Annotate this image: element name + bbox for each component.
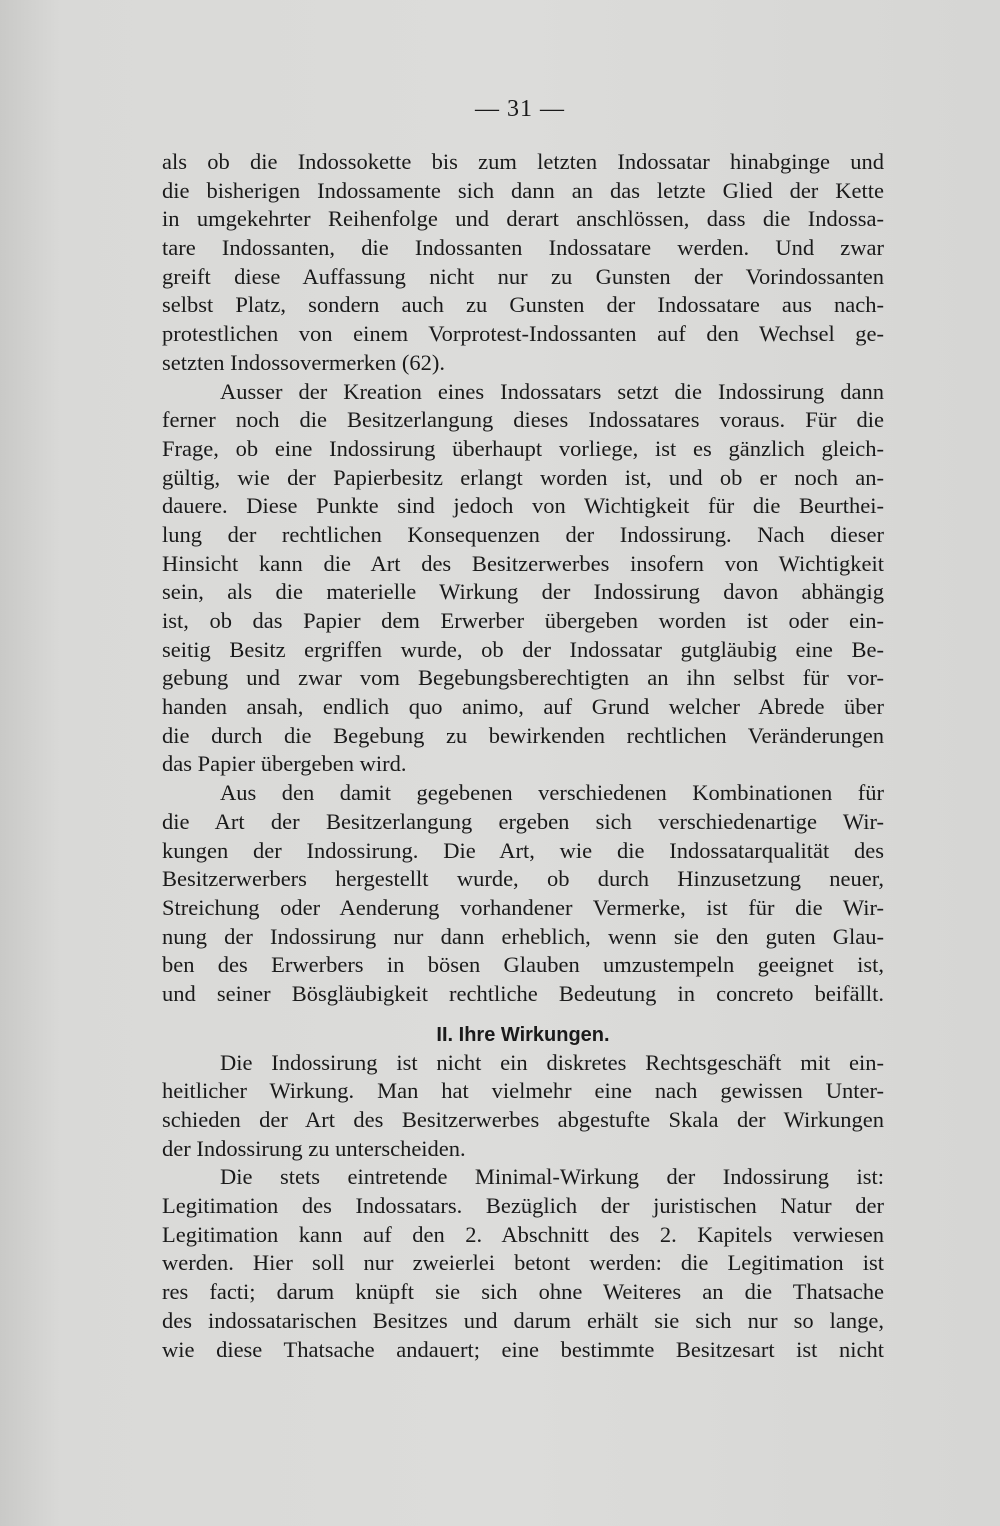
body-text bbox=[162, 148, 884, 1364]
text-line: ben des Erwerbers in bösen Glauben umzustempeln geeignet ist, bbox=[162, 952, 884, 978]
text-line: dauere. Diese Punkte sind jedoch von Wichtigkeit für die Beurthei- bbox=[162, 493, 884, 519]
text-line: ferner noch die Besitzerlangung dieses Indossatares voraus. Für die bbox=[162, 407, 884, 433]
text-line: der Indossirung zu unterscheiden. bbox=[162, 1135, 466, 1161]
text-line: kungen der Indossirung. Die Art, wie die Indossatarqualität des bbox=[162, 837, 884, 863]
text-line: setzten Indossovermerken (62). bbox=[162, 349, 446, 375]
text-line: gültig, wie der Papierbesitz erlangt worden ist, und ob er noch an- bbox=[162, 464, 884, 490]
text-line: Streichung oder Aenderung vorhandener Vermerke, ist für die Wir- bbox=[162, 894, 884, 920]
text-line: gebung und zwar vom Begebungsberechtigten an ihn selbst für vor- bbox=[162, 665, 884, 691]
paragraph bbox=[162, 378, 884, 780]
paragraph bbox=[162, 1049, 884, 1164]
text-line: tare Indossanten, die Indossanten Indossatare werden. Und zwar bbox=[162, 235, 884, 261]
text-line: seitig Besitz ergriffen wurde, ob der Indossatar gutgläubig eine Be- bbox=[162, 636, 884, 662]
text-line: wie diese Thatsache andauert; eine bestimmte Besitzesart ist nicht bbox=[162, 1336, 884, 1362]
text-line: das Papier übergeben wird. bbox=[162, 751, 407, 777]
text-line: Legitimation des Indossatars. Bezüglich der juristischen Natur der bbox=[162, 1193, 884, 1219]
text-line: Legitimation kann auf den 2. Abschnitt des 2. Kapitels verwiesen bbox=[162, 1221, 884, 1247]
text-line: in umgekehrter Reihenfolge und derart anschlössen, dass die Indossa- bbox=[162, 206, 884, 232]
text-line: die Art der Besitzerlangung ergeben sich verschiedenartige Wir- bbox=[162, 808, 884, 834]
text-line: die durch die Begebung zu bewirkenden rechtlichen Veränderungen bbox=[162, 722, 884, 748]
text-line: lung der rechtlichen Konsequenzen der Indossirung. Nach dieser bbox=[162, 521, 884, 547]
text-line: ist, ob das Papier dem Erwerber übergeben worden ist oder ein- bbox=[162, 608, 884, 633]
paragraph bbox=[162, 1163, 884, 1364]
text-line: Besitzerwerbers hergestellt wurde, ob durch Hinzusetzung neuer, bbox=[162, 866, 884, 892]
section-heading: II. Ihre Wirkungen. bbox=[436, 1023, 610, 1046]
text-line: Die stets eintretende Minimal-Wirkung der Indossirung ist: bbox=[220, 1164, 884, 1190]
text-line: Die Indossirung ist nicht ein diskretes Rechtsgeschäft mit ein- bbox=[220, 1049, 884, 1075]
text-line: schieden der Art des Besitzerwerbes abgestufte Skala der Wirkungen bbox=[162, 1107, 884, 1132]
text-line: werden. Hier soll nur zweierlei betont werden: die Legitimation ist bbox=[162, 1250, 884, 1276]
text-line: Frage, ob eine Indossirung überhaupt vorliege, ist es gänzlich gleich- bbox=[162, 435, 884, 461]
text-line: die bisherigen Indossamente sich dann an das letzte Glied der Kette bbox=[162, 177, 884, 203]
paragraph bbox=[162, 779, 884, 1009]
text-line: selbst Platz, sondern auch zu Gunsten der Indossatare aus nach- bbox=[162, 292, 884, 318]
paragraph bbox=[162, 148, 884, 378]
text-line: als ob die Indossokette bis zum letzten Indossatar hinabginge und bbox=[162, 149, 884, 174]
text-line: sein, als die materielle Wirkung der Indossirung davon abhängig bbox=[162, 579, 884, 605]
text-line: nung der Indossirung nur dann erheblich, wenn sie den guten Glau- bbox=[162, 923, 884, 949]
page-number: — 31 — bbox=[475, 96, 565, 122]
text-line: des indossatarischen Besitzes und darum erhält sie sich nur so lange, bbox=[162, 1307, 884, 1333]
text-line: handen ansah, endlich quo animo, auf Grund welcher Abrede über bbox=[162, 694, 884, 720]
text-line: und seiner Bösgläubigkeit rechtliche Bedeutung in concreto beifällt. bbox=[162, 980, 884, 1006]
text-line: res facti; darum knüpft sie sich ohne Weiteres an die Thatsache bbox=[162, 1279, 884, 1305]
text-line: greift diese Auffassung nicht nur zu Gunsten der Vorindossanten bbox=[162, 263, 884, 289]
text-line: heitlicher Wirkung. Man hat vielmehr eine nach gewissen Unter- bbox=[162, 1078, 884, 1104]
text-line: protestlichen von einem Vorprotest-Indossanten auf den Wechsel ge- bbox=[162, 321, 884, 347]
text-line: Ausser der Kreation eines Indossatars setzt die Indossirung dann bbox=[220, 378, 884, 404]
text-line: Aus den damit gegebenen verschiedenen Kombinationen für bbox=[220, 780, 884, 806]
text-line: Hinsicht kann die Art des Besitzerwerbes insofern von Wichtigkeit bbox=[162, 550, 884, 576]
